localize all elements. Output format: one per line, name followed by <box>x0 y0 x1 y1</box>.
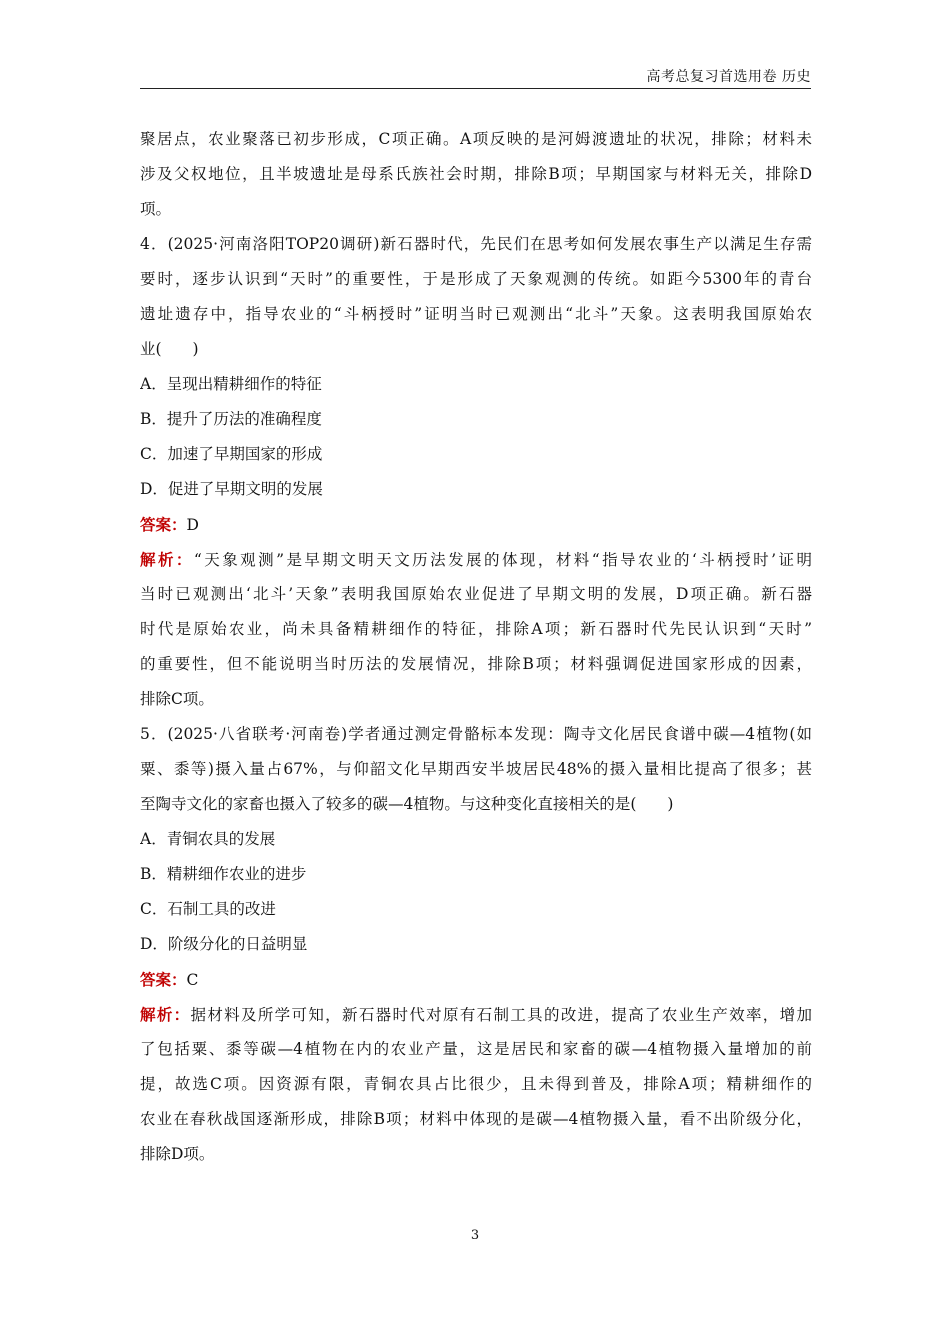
answer-value: C <box>186 971 199 989</box>
q5-option-b: B．精耕细作农业的进步 <box>140 865 307 883</box>
q5-analysis-line <box>140 997 812 1032</box>
q4-analysis-line: 时代是原始农业，尚未具备精耕细作的特征，排除A项；新石器时代先民认识到“天时” <box>140 620 812 638</box>
q4-option-a: A．呈现出精耕细作的特征 <box>140 375 322 393</box>
q4-analysis-line: 的重要性，但不能说明当时历法的发展情况，排除B项；材料强调促进国家形成的因素， <box>140 655 812 673</box>
q5-option-a: A．青铜农具的发展 <box>140 830 276 848</box>
page-header <box>140 66 811 89</box>
q4-analysis-line: 当时已观测出‘北斗’天象”表明我国原始农业促进了早期文明的发展，D项正确。新石器 <box>140 585 812 603</box>
q5-analysis-line: 排除D项。 <box>140 1145 215 1163</box>
analysis-label: 解析： <box>140 550 194 569</box>
q5-stem-line: 至陶寺文化的家畜也摄入了较多的碳—4植物。与这种变化直接相关的是( ) <box>140 795 674 813</box>
q4-option-d: D．促进了早期文明的发展 <box>140 480 323 498</box>
header-title: 高考总复习首选用卷 历史 <box>646 69 811 85</box>
q4-stem-line: 业( ) <box>140 340 199 358</box>
q5-analysis-line: 了包括粟、黍等碳—4植物在内的农业产量，这是居民和家畜的碳—4植物摄入量增加的前 <box>140 1040 812 1058</box>
q5-option-c: C．石制工具的改进 <box>140 900 276 918</box>
q4-answer <box>140 507 812 542</box>
q4-stem-line: 要时，逐步认识到“天时”的重要性，于是形成了天象观测的传统。如距今5300年的青台 <box>140 270 812 288</box>
q4-stem-line: 4．(2025·河南洛阳TOP20调研)新石器时代，先民们在思考如何发展农事生产以满足生存需 <box>140 235 812 253</box>
q5-stem-line: 5．(2025·八省联考·河南卷)学者通过测定骨骼标本发现：陶寺文化居民食谱中碳—4植物(如 <box>140 725 812 743</box>
q5-analysis-line: 提，故选C项。因资源有限，青铜农具占比很少，且未得到普及，排除A项；精耕细作的 <box>140 1075 812 1093</box>
intro-line: 聚居点，农业聚落已初步形成，C项正确。A项反映的是河姆渡遗址的状况，排除；材料未 <box>140 130 812 148</box>
q5-answer <box>140 962 812 997</box>
q5-stem-line: 粟、黍等)摄入量占67%，与仰韶文化早期西安半坡居民48%的摄入量相比提高了很多；甚 <box>140 760 812 778</box>
intro-line: 涉及父权地位，且半坡遗址是母系氏族社会时期，排除B项；早期国家与材料无关，排除D <box>140 165 812 183</box>
page-content <box>140 122 812 1172</box>
answer-value: D <box>186 516 199 534</box>
q4-option-c: C．加速了早期国家的形成 <box>140 445 323 463</box>
q4-stem-line: 遗址遗存中，指导农业的“斗柄授时”证明当时已观测出“北斗”天象。这表明我国原始农 <box>140 305 812 323</box>
q4-option-b: B．提升了历法的准确程度 <box>140 410 322 428</box>
page-number: 3 <box>470 1228 480 1243</box>
analysis-text: “天象观测”是早期文明天文历法发展的体现，材料“指导农业的‘斗柄授时’证明 <box>193 551 812 569</box>
answer-label: 答案： <box>140 515 187 534</box>
q4-analysis-line: 排除C项。 <box>140 690 214 708</box>
q4-analysis-line <box>140 542 812 577</box>
q5-analysis-line: 农业在春秋战国逐渐形成，排除B项；材料中体现的是碳—4植物摄入量，看不出阶级分化， <box>140 1110 812 1128</box>
analysis-label: 解析： <box>140 1005 191 1024</box>
analysis-text: 据材料及所学可知，新石器时代对原有石制工具的改进，提高了农业生产效率，增加 <box>190 1006 812 1024</box>
answer-label: 答案： <box>140 970 187 989</box>
intro-line: 项。 <box>140 200 172 218</box>
q5-option-d: D．阶级分化的日益明显 <box>140 935 308 953</box>
